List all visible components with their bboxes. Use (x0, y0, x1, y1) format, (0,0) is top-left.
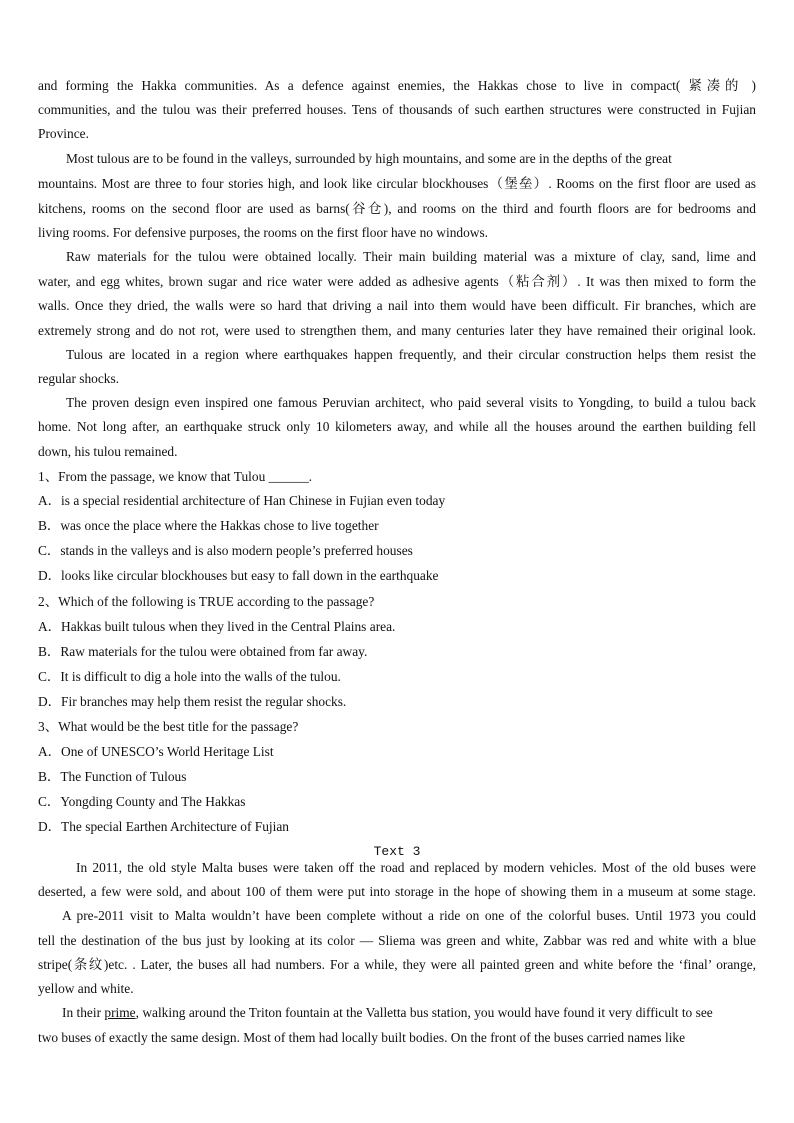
text-line: extremely strong and do not rot, were used to strengthen them, and many centuries later they have remained their original look. (38, 323, 756, 338)
text-line: two buses of exactly the same design. Most of them had locally built bodies. On the front of the buses carried names like (38, 1030, 686, 1045)
text-line: Province. (38, 126, 89, 141)
option-d: D．looks like circular blockhouses but easy to fall down in the earthquake (38, 568, 439, 583)
option-a: A．Hakkas built tulous when they lived in the Central Plains area. (38, 619, 396, 634)
text-line: walls. Once they dried, the walls were so hard that driving a nail into them would have been difficult. Fir branches, which are (38, 298, 756, 313)
option-d: D．Fir branches may help them resist the regular shocks. (38, 694, 347, 709)
text-line: In 2011, the old style Malta buses were taken off the road and replaced by modern vehicles. Most of the old buses were (76, 860, 756, 875)
option-b: B．The Function of Tulous (38, 769, 187, 784)
text-fragment: walking around the Triton fountain at the Valletta bus station, you would have found it very difficult to see (142, 1005, 713, 1020)
option-a: A．One of UNESCO’s World Heritage List (38, 744, 274, 759)
section-heading: Text 3 (373, 844, 421, 859)
text-line: regular shocks. (38, 371, 120, 386)
text-fragment: In their (62, 1005, 105, 1020)
option-d: D．The special Earthen Architecture of Fujian (38, 819, 289, 834)
option-c: C．Yongding County and The Hakkas (38, 794, 246, 809)
text-line: down, his tulou remained. (38, 444, 178, 459)
text-line: Raw materials for the tulou were obtained locally. Their main building material was a mixture of clay, sand, lime and (66, 249, 756, 264)
text-line: Tulous are located in a region where earthquakes happen frequently, and their circular construction helps them resist the (66, 347, 756, 362)
text-line: tell the destination of the bus just by looking at its color — Sliema was green and white, Zabbar was red and white with a blue (38, 933, 756, 948)
text-line (62, 1005, 756, 1021)
option-c: C．It is difficult to dig a hole into the walls of the tulou. (38, 669, 341, 684)
text-line: deserted, a few were sold, and about 100 of them were put into storage in the hope of showing them in a museum at some stage. (38, 884, 756, 899)
option-b: B．Raw materials for the tulou were obtained from far away. (38, 644, 368, 659)
text-line: home. Not long after, an earthquake struck only 10 kilometers away, and while all the houses around the earthen building fell (38, 419, 756, 434)
question-stem: 2、Which of the following is TRUE according to the passage? (38, 594, 375, 609)
text-line: Most tulous are to be found in the valleys, surrounded by high mountains, and some are in the depths of the great (66, 151, 672, 166)
option-b: B．was once the place where the Hakkas chose to live together (38, 518, 379, 533)
text-line: communities, and the tulou was their preferred houses. Tens of thousands of such earthen structures were constructed in Fujian (38, 102, 756, 117)
text-line: kitchens, rooms on the second floor are used as barns(谷仓), and rooms on the third and fourth floors are for bedrooms and (38, 201, 756, 216)
question-stem: 3、What would be the best title for the passage? (38, 719, 299, 734)
text-line: stripe(条纹)etc. . Later, the buses all had numbers. For a while, they were all painted green and white before the ‘final’ orange, (38, 957, 756, 972)
text-line: living rooms. For defensive purposes, the rooms on the first floor have no windows. (38, 225, 489, 240)
option-a: A．is a special residential architecture of Han Chinese in Fujian even today (38, 493, 446, 508)
text-line: mountains. Most are three to four stories high, and look like circular blockhouses（堡垒）. Rooms on the first floor are used as (38, 176, 756, 191)
underlined-word: prime (104, 1005, 136, 1020)
text-line: yellow and white. (38, 981, 134, 996)
text-fragment: , (135, 1005, 143, 1020)
option-c: C．stands in the valleys and is also modern people’s preferred houses (38, 543, 413, 558)
text-line: water, and egg whites, brown sugar and rice water were added as adhesive agents（粘合剂）. It was then mixed to form the (38, 274, 756, 289)
text-line: and forming the Hakka communities. As a defence against enemies, the Hakkas chose to live in compact( 紧凑的 ) (38, 78, 756, 93)
question-stem: 1、From the passage, we know that Tulou ______. (38, 469, 313, 484)
text-line: A pre-2011 visit to Malta wouldn’t have been complete without a ride on one of the colorful buses. Until 1973 you could (62, 908, 756, 923)
text-line: The proven design even inspired one famous Peruvian architect, who paid several visits to Yongding, to build a tulou back (66, 395, 756, 410)
